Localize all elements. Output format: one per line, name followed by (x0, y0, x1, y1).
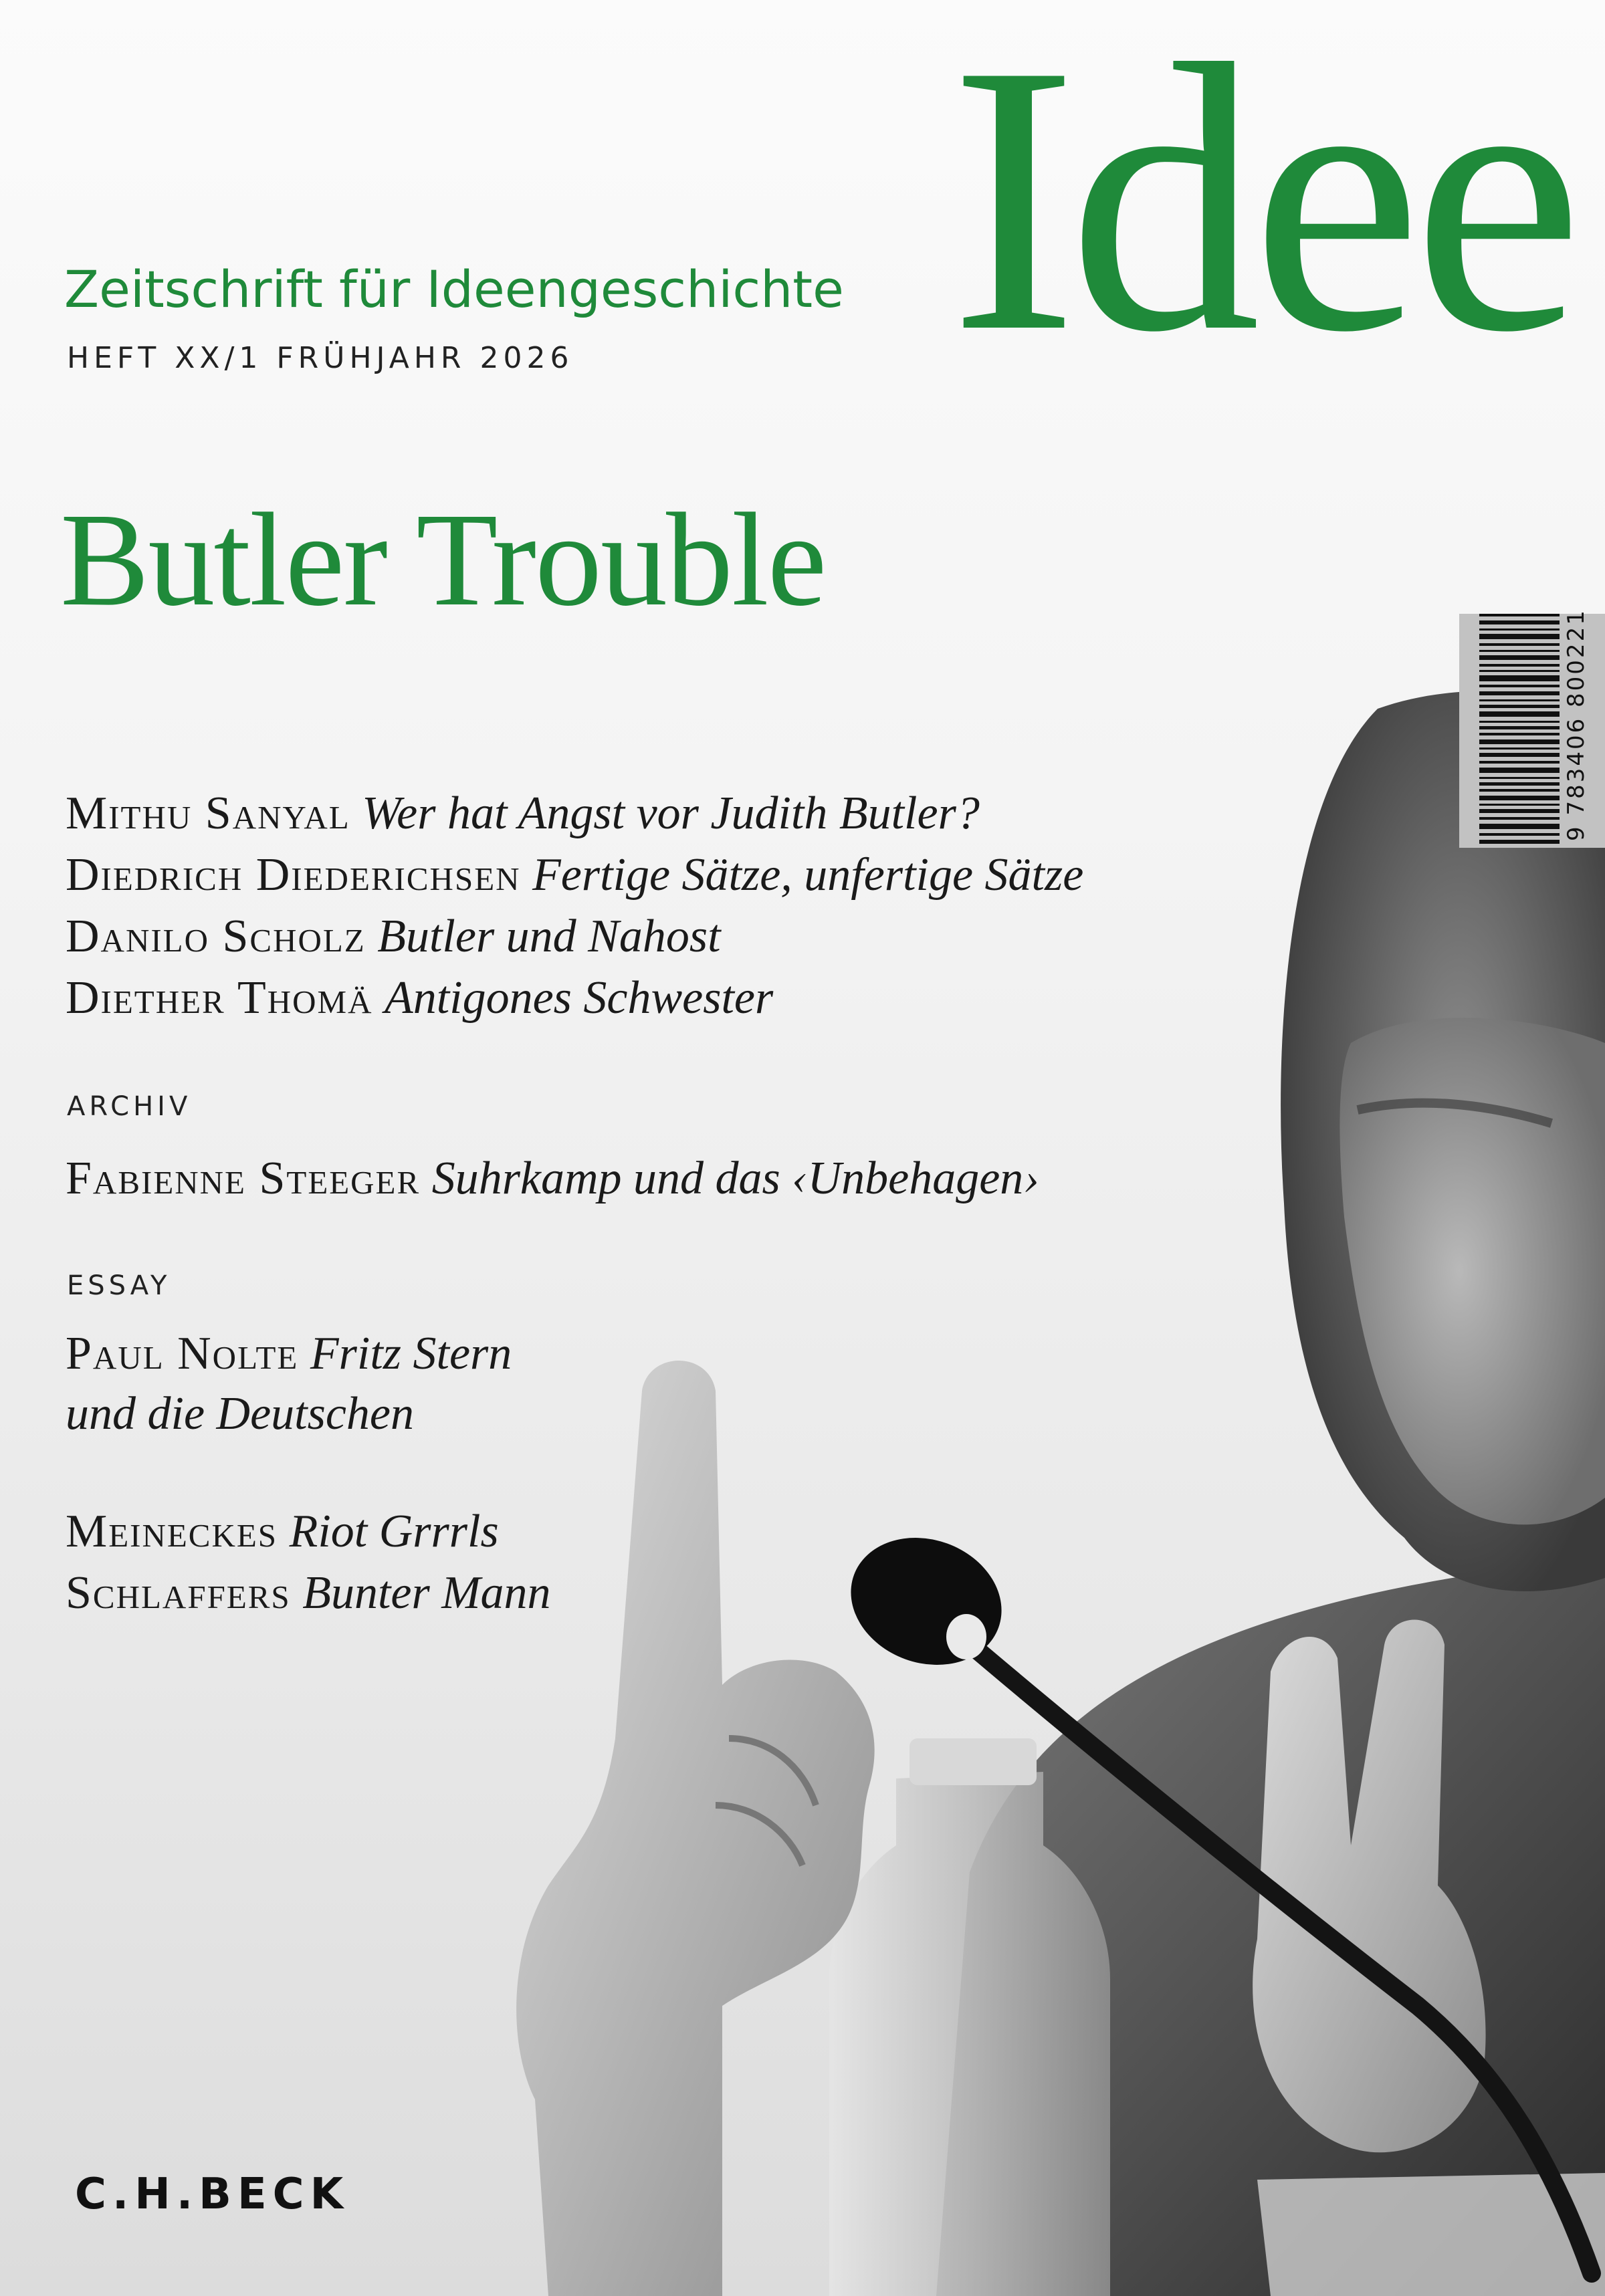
entry-title: und die Deutschen (66, 1388, 414, 1440)
entry-title: Antigones Schwester (384, 972, 774, 1024)
magazine-subtitle: Zeitschrift für Ideengeschichte (64, 259, 844, 319)
essay-entry-continued (66, 1388, 414, 1440)
entry-author: Fabienne Steeger (66, 1153, 421, 1204)
entry-title: Fertige Sätze, unfertige Sätze (532, 849, 1084, 901)
section-label-essay: ESSAY (67, 1270, 171, 1301)
entry-title: Bunter Mann (302, 1567, 551, 1619)
section-label-archiv: ARCHIV (67, 1091, 192, 1122)
entry-title: Riot Grrrls (289, 1506, 499, 1557)
contents-entry (66, 972, 774, 1024)
entry-author: Danilo Scholz (66, 911, 366, 962)
entry-author: Diedrich Diederichsen (66, 849, 521, 901)
entry-author: Mithu Sanyal (66, 788, 350, 839)
archiv-entry (66, 1155, 1039, 1202)
entry-title: Wer hat Angst vor Judith Butler? (362, 788, 980, 839)
entry-author: Paul Nolte (66, 1328, 299, 1379)
contents-entry (66, 849, 1084, 901)
raised-hand (516, 1361, 875, 2296)
entry-author: Diether Thomä (66, 972, 373, 1024)
contents-entry (66, 913, 721, 960)
column-entry (66, 1508, 499, 1555)
entry-author: Schlaffers (66, 1567, 291, 1619)
essay-entry (66, 1328, 512, 1379)
issue-headline: Butler Trouble (60, 486, 826, 634)
barcode (1459, 608, 1605, 848)
column-entry (66, 1567, 551, 1619)
entry-title: Fritz Stern (310, 1328, 512, 1379)
entry-author: Meineckes (66, 1506, 278, 1557)
magazine-logo: Idee (950, 0, 1574, 411)
publisher-logo: C.H.BECK (75, 2170, 350, 2219)
issue-line: HEFT XX/1 FRÜHJAHR 2026 (67, 341, 574, 375)
entry-title: Suhrkamp und das ‹Unbehagen› (431, 1153, 1039, 1204)
isbn-number: 9 783406 800221 (1563, 608, 1590, 841)
entry-title: Butler und Nahost (377, 911, 721, 962)
contents-entry (66, 790, 980, 837)
